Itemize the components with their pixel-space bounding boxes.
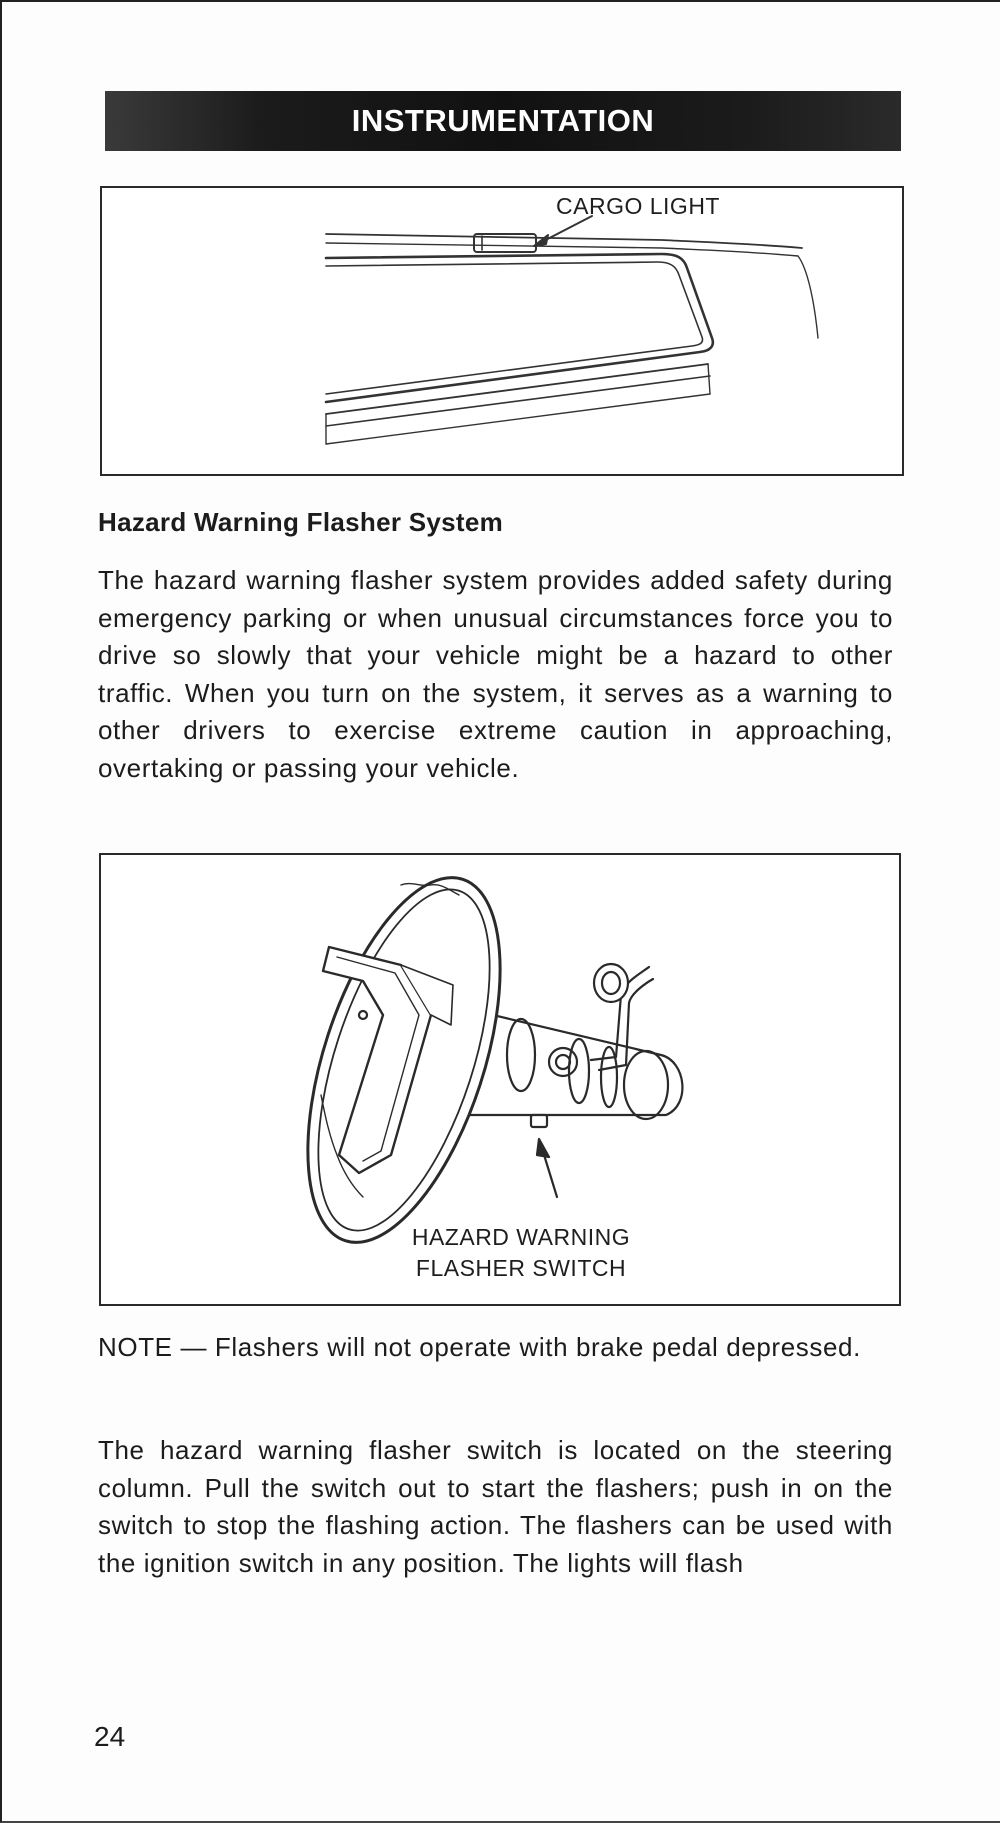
hazard-intro-paragraph: The hazard warning flasher system provides added safety during emergency parking or when unusual circumstances force you to drive so slowly that your vehicle might be a hazard to other traffic. When you turn on the system, it serves as a warning to other drivers to exercise extreme caution in approaching, overtaking or passing your vehicle. bbox=[98, 565, 893, 783]
page-number: 24 bbox=[94, 1721, 126, 1752]
hazard-switch-label-line1: HAZARD WARNING bbox=[411, 1224, 631, 1250]
hazard-switch-label-line2: FLASHER SWITCH bbox=[415, 1255, 627, 1281]
cargo-light-figure bbox=[100, 186, 904, 476]
cab-rear-window-illustration bbox=[102, 188, 902, 474]
section-heading: Hazard Warning Flasher System bbox=[98, 507, 504, 537]
note-paragraph: NOTE — Flashers will not operate with brake pedal depressed. bbox=[98, 1332, 861, 1362]
hazard-switch-figure bbox=[99, 853, 901, 1306]
hazard-switch-label bbox=[361, 1222, 681, 1284]
section-header-band bbox=[105, 91, 901, 151]
cargo-light-label: CARGO LIGHT bbox=[556, 193, 720, 219]
switch-location-paragraph: The hazard warning flasher switch is located on the steering column. Pull the switch out to start the flashers; push in on the switch to stop the flashing action. The flashers can be used with the ignition switch in any position. The lights will flash bbox=[98, 1435, 893, 1578]
section-header-title: INSTRUMENTATION bbox=[351, 103, 655, 138]
